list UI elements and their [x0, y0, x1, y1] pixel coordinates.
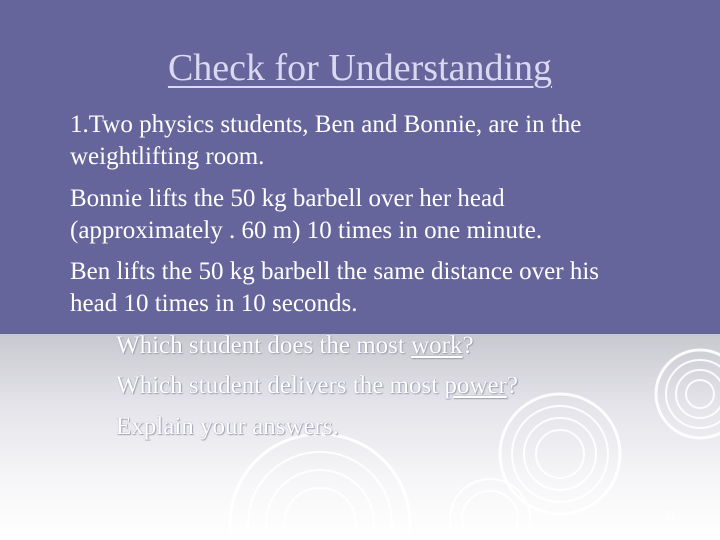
problem-line: Ben lifts the 50 kg barbell the same distance over his	[70, 258, 600, 285]
question-power	[116, 371, 518, 401]
question-explain: Explain your answers.	[116, 413, 339, 440]
keyword-power: power	[444, 372, 507, 399]
problem-line: 1.Two physics students, Ben and Bonnie, are in the	[70, 111, 582, 138]
keyword-work: work	[411, 332, 463, 359]
problem-line: weightlifting room.	[70, 143, 265, 170]
problem-line: Bonnie lifts the 50 kg barbell over her head	[70, 185, 505, 212]
problem-line: head 10 times in 10 seconds.	[70, 290, 358, 317]
question-work	[116, 331, 474, 361]
question-text: Which student does the most	[116, 332, 412, 359]
slide-number: 11	[663, 508, 677, 522]
slide-title: Check for Understanding	[167, 47, 553, 89]
question-mark: ?	[462, 332, 474, 359]
problem-line: (approximately . 60 m) 10 times in one minute.	[70, 217, 543, 244]
question-text: Which student delivers the most	[116, 372, 445, 399]
question-mark: ?	[506, 372, 518, 399]
decorative-swirl-pattern	[0, 334, 720, 540]
